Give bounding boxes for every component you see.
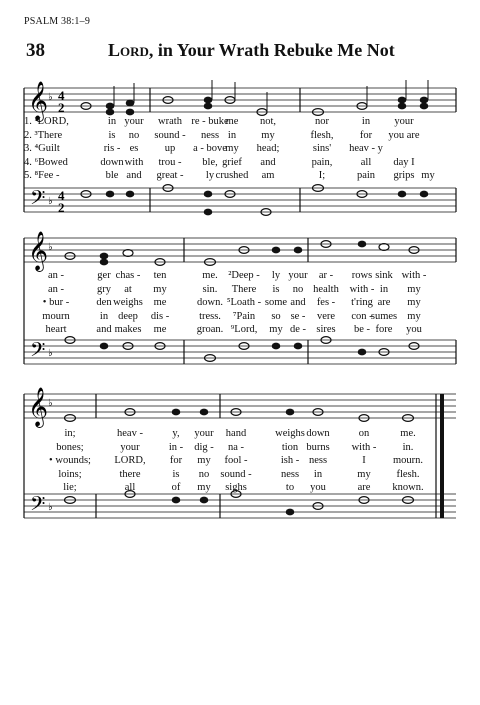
lyric-syllable: my	[407, 297, 421, 308]
lyric-syllable: in	[99, 310, 109, 322]
verse-line	[0, 170, 480, 184]
bass-clef-icon: 𝄢	[30, 338, 46, 366]
lyric-syllable: sins'	[312, 143, 332, 154]
flat-icon: ♭	[48, 348, 53, 359]
lyric-syllable: deep	[118, 310, 138, 322]
verse-line	[0, 284, 480, 298]
lyric-syllable: is	[108, 129, 116, 141]
time-signature: 4	[58, 188, 65, 203]
verse-line	[0, 297, 480, 311]
lyric-syllable: 3. ⁴Guilt	[24, 143, 60, 154]
lyric-syllable: wrath	[158, 116, 182, 127]
lyric-syllable: no	[198, 468, 210, 480]
lyric-syllable: your	[120, 441, 140, 453]
lyric-syllable: is	[172, 468, 180, 480]
lyric-syllable: weighs	[275, 428, 305, 439]
lyric-syllable: sighs	[225, 482, 247, 493]
lyric-syllable: you	[310, 482, 326, 493]
lyric-syllable: con -	[351, 310, 373, 322]
lyric-syllable: sound -	[220, 468, 252, 480]
lyric-syllable: heart	[45, 324, 67, 335]
lyric-syllable: heav -	[117, 428, 143, 439]
lyric-syllable: vere	[316, 310, 336, 322]
lyric-syllable: ²Deep -	[228, 270, 260, 281]
treble-clef-icon: 𝄞	[28, 387, 49, 427]
lyric-syllable: my	[197, 455, 211, 466]
lyric-syllable: up	[164, 143, 176, 154]
lyric-syllable: tress.	[199, 310, 221, 322]
lyric-syllable: ness	[308, 455, 328, 466]
lyric-syllable: in	[107, 116, 117, 127]
lyric-syllable: rows	[351, 270, 373, 281]
lyric-syllable: fore	[375, 324, 393, 335]
lyric-syllable: ar -	[318, 270, 334, 281]
lyric-syllable: ris -	[103, 143, 121, 154]
lyric-syllable: health	[313, 283, 339, 295]
lyric-syllable: head;	[256, 143, 280, 154]
lyric-syllable: an -	[47, 270, 65, 281]
flat-icon: ♭	[48, 242, 53, 253]
lyric-syllable: flesh,	[310, 129, 334, 141]
lyric-syllable: in.	[402, 441, 414, 453]
flat-icon: ♭	[48, 398, 53, 409]
lyric-syllable: hand	[225, 428, 247, 439]
lyric-syllable: there	[119, 468, 141, 480]
time-signature: 4	[58, 88, 65, 103]
lyric-syllable: no	[128, 129, 140, 141]
lyric-syllable: groan.	[196, 324, 224, 335]
lyric-syllable: day I	[393, 156, 415, 168]
time-signature: 2	[58, 200, 65, 215]
lyric-syllable: at	[124, 283, 132, 295]
lyric-syllable: sin.	[202, 283, 218, 295]
lyric-syllable: all	[124, 482, 136, 493]
lyric-syllable: for	[359, 129, 373, 141]
lyric-syllable: sires	[316, 324, 336, 335]
lyric-syllable: ly	[205, 170, 215, 181]
lyric-syllable: ⁵Loath -	[226, 297, 262, 308]
lyric-syllable: with -	[349, 283, 375, 295]
flat-icon: ♭	[48, 92, 53, 103]
lyric-syllable: es	[129, 143, 139, 154]
lyric-syllable: I	[362, 455, 366, 466]
lyric-syllable: in	[227, 129, 237, 141]
verse-line	[0, 116, 480, 130]
lyric-syllable: and	[260, 156, 276, 168]
lyric-syllable: dig -	[194, 441, 214, 453]
lyric-syllable: my	[407, 283, 421, 295]
lyric-syllable: 1. ¹LORD,	[24, 116, 69, 127]
lyric-syllable: ness	[280, 468, 300, 480]
lyric-syllable: in;	[64, 428, 76, 439]
lyric-syllable: I;	[318, 170, 326, 181]
lyric-syllable: de -	[289, 324, 307, 335]
lyric-syllable: heav - y	[349, 143, 383, 154]
lyric-syllable: my	[357, 468, 371, 480]
lyric-syllable: no	[292, 283, 304, 295]
lyric-syllable: your	[288, 270, 308, 281]
lyric-syllable: bones;	[56, 441, 84, 453]
verse-line	[0, 130, 480, 144]
lyric-syllable: • bur -	[42, 297, 70, 308]
lyric-syllable: an -	[47, 283, 65, 295]
lyric-syllable: grips	[393, 170, 415, 181]
lyric-syllable: me.	[202, 270, 218, 281]
lyric-syllable: ⁷Pain	[232, 310, 256, 322]
lyric-syllable: great -	[156, 170, 184, 181]
lyric-syllable: my	[153, 283, 167, 295]
lyric-syllable: There	[231, 283, 257, 295]
lyric-syllable: am	[261, 170, 275, 181]
lyric-syllable: my	[421, 170, 435, 181]
lyric-syllable: your	[194, 428, 214, 439]
lyric-syllable: all	[360, 156, 372, 168]
lyric-syllable: t'ring	[351, 297, 373, 308]
lyric-syllable: in	[361, 116, 371, 127]
lyric-syllable: me	[153, 324, 167, 335]
verse-line	[0, 143, 480, 157]
bass-clef-icon: 𝄢	[30, 492, 46, 520]
lyric-syllable: gry	[97, 283, 111, 295]
lyric-syllable: in	[313, 468, 323, 480]
title-rest: , in Your Wrath Rebuke Me Not	[148, 40, 395, 60]
lyric-syllable: your	[394, 116, 414, 127]
lyric-syllable: you are	[388, 129, 420, 141]
lyric-syllable: you	[406, 324, 422, 335]
lyric-syllable: me.	[400, 428, 416, 439]
lyric-syllable: and	[96, 324, 112, 335]
lyric-syllable: to	[285, 482, 295, 493]
lyric-syllable: chas -	[115, 270, 141, 281]
lyric-syllable: se -	[290, 310, 306, 322]
lyric-syllable: in	[379, 283, 389, 295]
bass-clef-icon: 𝄢	[30, 186, 46, 214]
lyric-syllable: of	[171, 482, 181, 493]
lyric-syllable: 2. ³There	[24, 129, 63, 141]
lyric-syllable: burns	[306, 441, 330, 453]
flat-icon: ♭	[48, 196, 53, 207]
lyric-syllable: so	[271, 310, 281, 322]
verse-line	[0, 482, 480, 496]
psalm-reference: PSALM 38:1–9	[24, 16, 91, 27]
lyric-syllable: my	[197, 482, 211, 493]
lyric-syllable: me	[225, 116, 239, 127]
lyric-syllable: down.	[197, 297, 223, 308]
verse-line	[0, 455, 480, 469]
verse-line	[0, 442, 480, 456]
hymn-number: 38	[26, 40, 45, 61]
lyric-syllable: pain,	[311, 156, 333, 168]
lyric-syllable: sink	[375, 270, 393, 281]
verse-line	[0, 469, 480, 483]
lyric-syllable: for	[169, 455, 183, 466]
time-signature: 2	[58, 100, 65, 115]
lyric-syllable: be -	[353, 324, 371, 335]
lyric-syllable: ⁹Lord,	[230, 324, 258, 335]
lyric-syllable: me	[153, 297, 167, 308]
lyric-syllable: some	[264, 297, 288, 308]
lyric-syllable: dis -	[150, 310, 170, 322]
verse-line	[0, 311, 480, 325]
lyric-syllable: are	[357, 482, 371, 493]
lyric-syllable: nor	[315, 116, 329, 127]
lyric-syllable: my	[407, 310, 421, 322]
hymn-title	[108, 40, 395, 61]
lyric-syllable: ble	[105, 170, 119, 181]
lyric-syllable: a - bove	[193, 143, 227, 154]
lyric-syllable: down	[100, 156, 124, 168]
lyric-syllable: na -	[227, 441, 245, 453]
treble-clef-icon: 𝄞	[28, 231, 49, 271]
lyric-syllable: loins;	[58, 468, 82, 480]
lyric-syllable: is	[272, 283, 280, 295]
lyric-syllable: 5. ⁸Fee -	[24, 170, 60, 181]
title-lord: Lord	[108, 40, 149, 60]
lyric-syllable: down	[306, 428, 330, 439]
lyric-syllable: pain	[356, 170, 376, 181]
lyric-syllable: ger	[97, 270, 111, 281]
lyric-syllable: weighs	[113, 297, 143, 308]
lyric-syllable: LORD,	[114, 455, 146, 466]
lyric-syllable: sound -	[154, 129, 186, 141]
lyric-syllable: grief	[222, 156, 242, 168]
lyric-syllable: and	[126, 170, 142, 181]
flat-icon: ♭	[48, 502, 53, 513]
stems-1	[114, 80, 428, 112]
lyric-syllable: on	[358, 428, 370, 439]
lyric-syllable: fool -	[224, 455, 248, 466]
verse-line	[0, 270, 480, 284]
lyric-syllable: are	[377, 297, 391, 308]
lyric-syllable: mourn.	[392, 455, 424, 466]
verse-line	[0, 324, 480, 338]
lyric-syllable: fes -	[316, 297, 336, 308]
lyric-syllable: sumes	[370, 310, 398, 322]
lyric-syllable: 4. ⁶Bowed	[24, 156, 68, 168]
lyric-syllable: known.	[392, 482, 424, 493]
lyric-syllable: with -	[351, 441, 377, 453]
lyric-syllable: tion	[281, 441, 299, 453]
lyric-syllable: my	[225, 143, 239, 154]
verse-line	[0, 428, 480, 442]
lyric-syllable: in -	[168, 441, 184, 453]
lyric-syllable: flesh.	[396, 468, 420, 480]
lyric-syllable: makes	[114, 324, 142, 335]
lyric-syllable: with -	[401, 270, 427, 281]
lyric-syllable: ish -	[280, 455, 300, 466]
lyric-syllable: re - buke	[191, 116, 229, 127]
lyric-syllable: trou -	[158, 156, 182, 168]
lyric-syllable: my	[269, 324, 283, 335]
lyric-syllable: ble,	[202, 156, 218, 168]
lyric-syllable: ness	[200, 129, 220, 141]
treble-clef-icon: 𝄞	[28, 81, 49, 121]
lyric-syllable: crushed	[215, 170, 249, 181]
lyric-syllable: my	[261, 129, 275, 141]
lyric-syllable: ly	[271, 270, 281, 281]
lyric-syllable: not,	[259, 116, 277, 127]
lyric-syllable: y,	[172, 428, 180, 439]
lyric-syllable: den	[96, 297, 112, 308]
lyric-syllable: with	[124, 156, 144, 168]
lyric-syllable: and	[290, 297, 306, 308]
verse-line	[0, 157, 480, 171]
lyric-syllable: lie;	[63, 482, 77, 493]
lyric-syllable: your	[124, 116, 144, 127]
lyric-syllable: ten	[153, 270, 167, 281]
lyric-syllable: mourn	[42, 310, 70, 322]
lyric-syllable: • wounds;	[49, 455, 91, 466]
